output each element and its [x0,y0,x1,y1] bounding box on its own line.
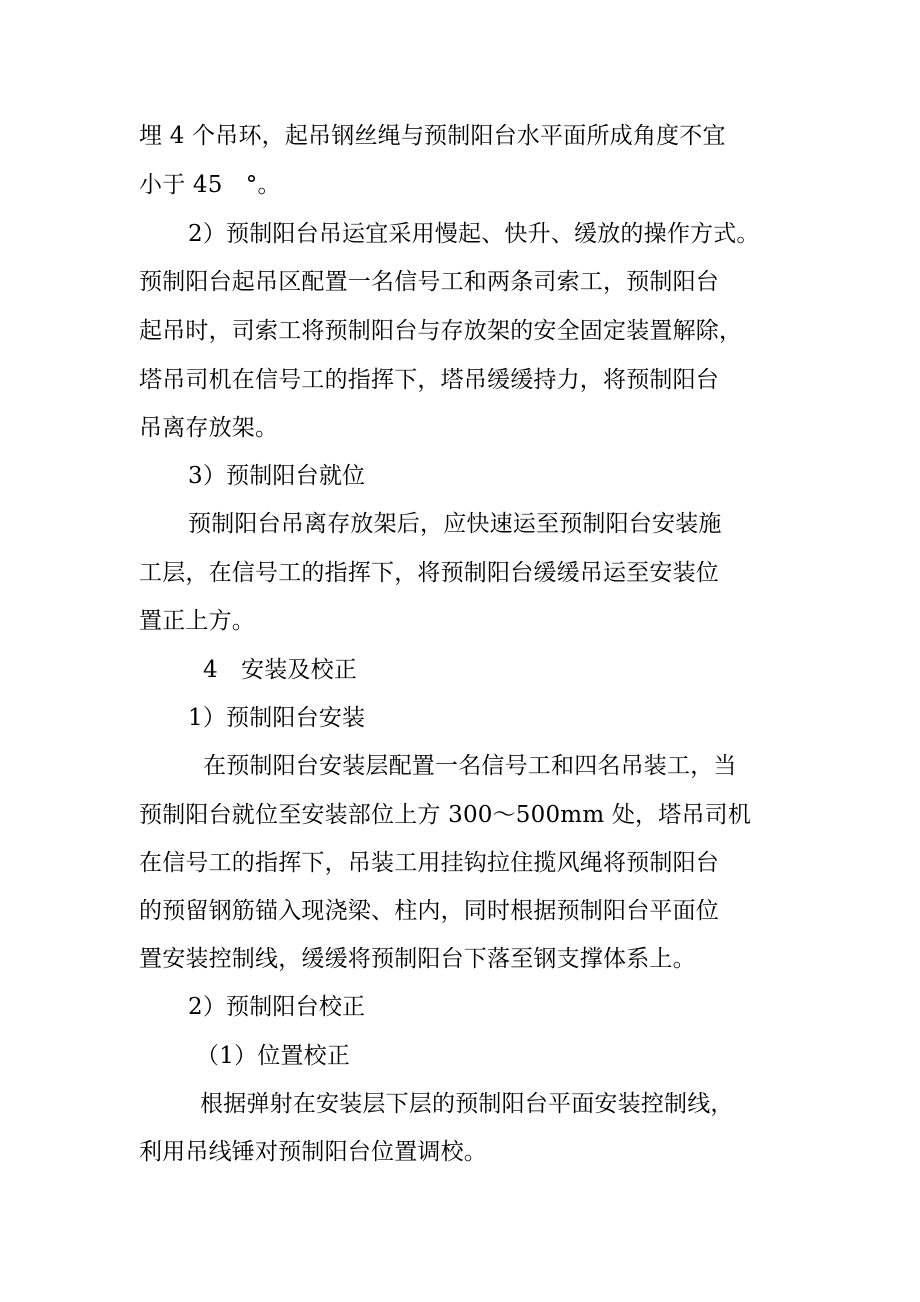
section-heading: 3）预制阳台就位 [188,463,366,489]
text-line: 预制阳台起吊区配置一名信号工和两条司索工，预制阳台 [139,269,719,295]
text-line: 在信号工的指挥下，吊装工用挂钩拉住揽风绳将预制阳台 [139,850,719,876]
text-line: 置正上方。 [139,608,255,634]
text-line: 塔吊司机在信号工的指挥下，塔吊缓缓持力，将预制阳台 [139,367,719,393]
text-line: 预制阳台就位至安装部位上方 300～500mm 处，塔吊司机 [139,802,752,828]
text-line: 起吊时，司索工将预制阳台与存放架的安全固定装置解除， [139,318,743,344]
text-line: 的预留钢筋锚入现浇梁、柱内，同时根据预制阳台平面位 [139,898,719,924]
text-line: 吊离存放架。 [139,415,279,441]
text-line: 在预制阳台安装层配置一名信号工和四名吊装工，当 [203,753,737,779]
text-line: 工层，在信号工的指挥下，将预制阳台缓缓吊运至安装位 [139,560,719,586]
section-heading: 2）预制阳台校正 [188,994,366,1020]
text-line: 2）预制阳台吊运宜采用慢起、快升、缓放的操作方式。 [188,221,760,247]
text-line: 小于 45 °。 [139,172,281,198]
section-heading: （1）位置校正 [196,1043,351,1069]
text-line: 利用吊线锤对预制阳台位置调校。 [139,1139,487,1165]
text-line: 根据弹射在安装层下层的预制阳台平面安装控制线， [200,1091,734,1117]
section-heading: 4 安装及校正 [203,657,358,683]
text-line: 置安装控制线，缓缓将预制阳台下落至钢支撑体系上。 [139,946,696,972]
text-line: 预制阳台吊离存放架后，应快速运至预制阳台安装施 [188,511,722,537]
text-line: 埋 4 个吊环，起吊钢丝绳与预制阳台水平面所成角度不宜 [139,123,726,149]
section-heading: 1）预制阳台安装 [188,705,366,731]
